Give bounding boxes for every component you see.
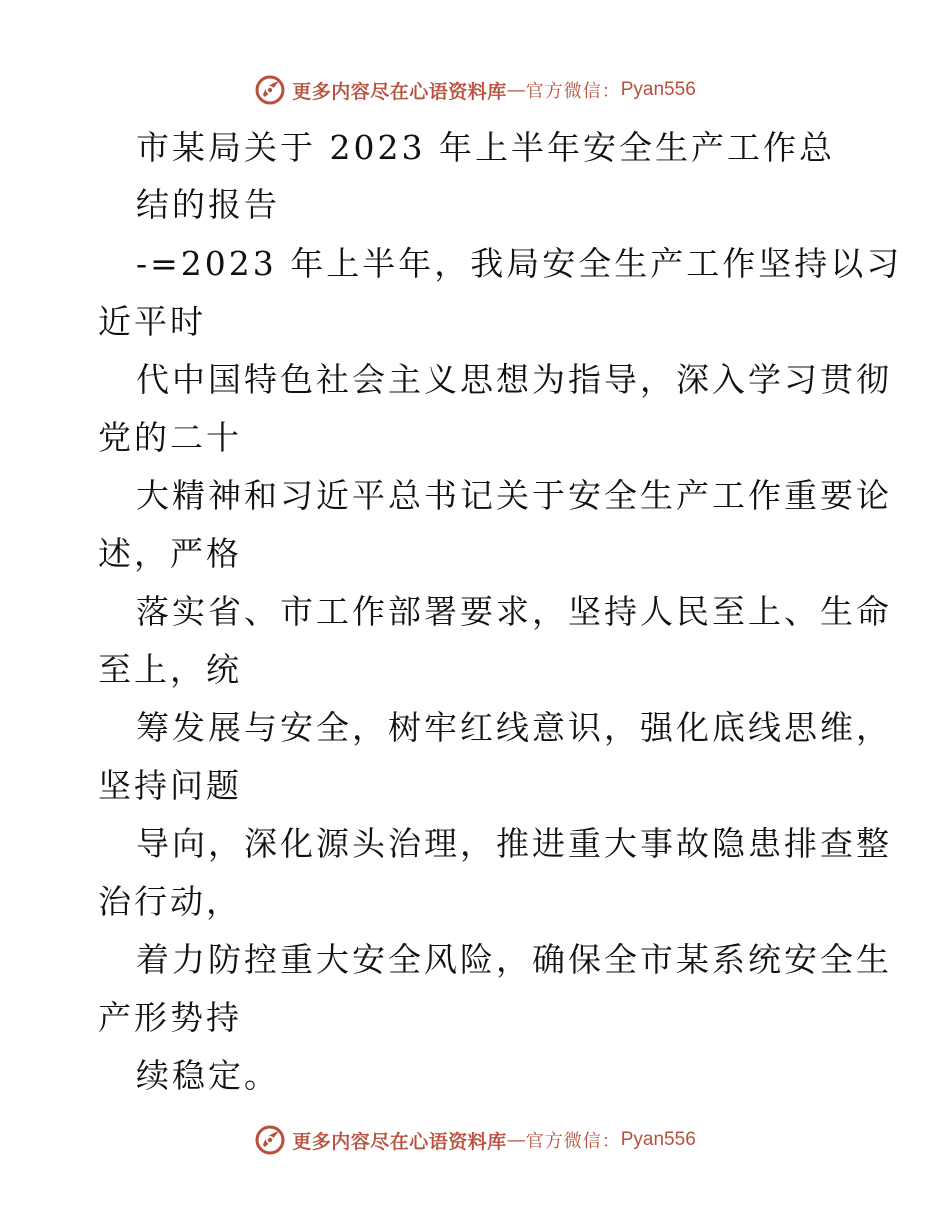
doc-title-line-2: 结的报告 [136,185,280,224]
doc-text-line: 至上，统 [98,650,242,689]
watermark-banner-bottom [0,1120,950,1160]
doc-text-line: 着力防控重大安全风险，确保全市某系统安全生 [136,940,892,979]
doc-text-line: 大精神和习近平总书记关于安全生产工作重要论 [136,476,892,515]
brand-logo-icon [254,74,286,106]
doc-text-line: 导向，深化源头治理，推进重大事故隐患排查整 [136,824,892,863]
watermark-banner-top [0,70,950,110]
doc-text-line: 代中国特色社会主义思想为指导，深入学习贯彻 [136,360,892,399]
watermark-wechat-label: 官方微信： [525,1131,621,1152]
doc-text-line: 产形势持 [98,998,242,1037]
doc-text-line: 续稳定。 [136,1056,280,1095]
watermark-brand: 更多内容尽在心语资料库 [292,80,507,103]
brand-logo-icon [254,1124,286,1156]
doc-text-line: -=2023 年上半年，我局安全生产工作坚持以习 [136,244,903,283]
doc-text-line: 筹发展与安全，树牢红线意识，强化底线思维， [136,708,892,747]
watermark-wechat-label: 官方微信： [525,81,621,102]
doc-text-line: 党的二十 [98,418,242,457]
watermark-separator: — [506,1129,526,1151]
watermark-brand: 更多内容尽在心语资料库 [292,1130,507,1153]
doc-text-line: 落实省、市工作部署要求，坚持人民至上、生命 [136,592,892,631]
doc-text-line: 治行动， [98,882,242,921]
watermark-wechat-id: Pyan556 [620,79,696,100]
watermark-wechat-id: Pyan556 [620,1129,696,1150]
watermark-separator: — [506,79,526,101]
doc-text-line: 述，严格 [98,534,242,573]
doc-text-line: 坚持问题 [98,766,242,805]
doc-text-line: 近平时 [98,302,206,341]
doc-title-line-1: 市某局关于 2023 年上半年安全生产工作总 [136,128,835,167]
